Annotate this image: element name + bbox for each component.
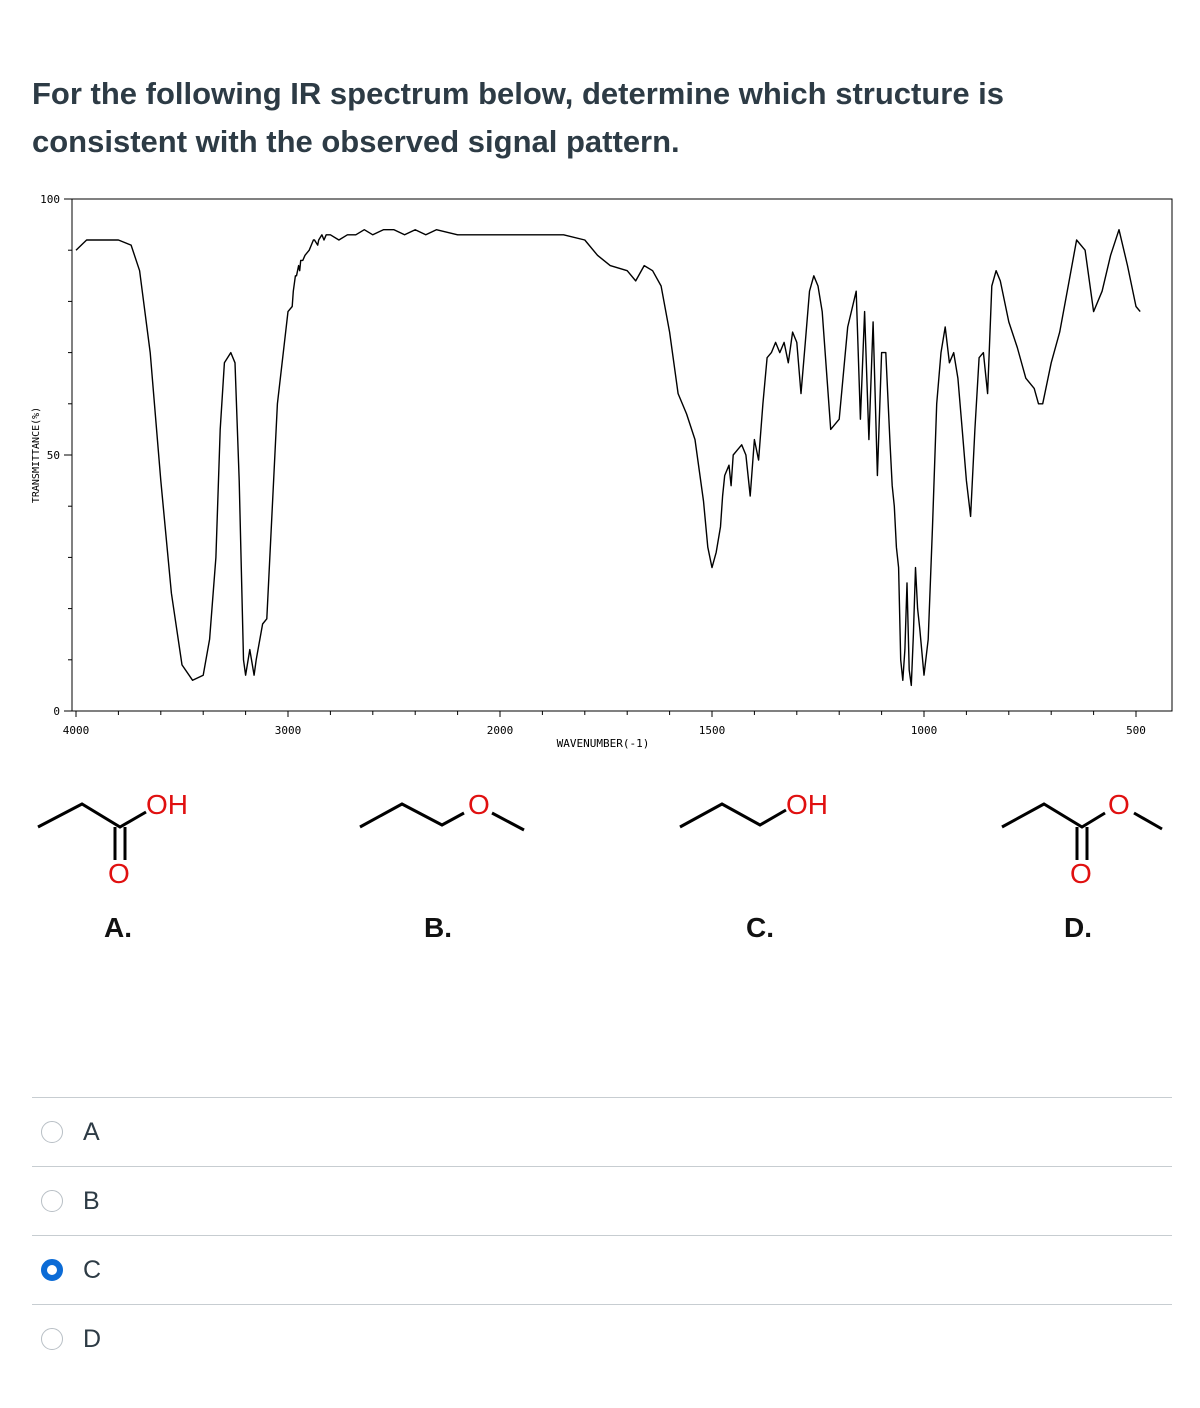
x-axis-label: WAVENUMBER(-1) xyxy=(556,737,650,750)
answer-b-label: B xyxy=(83,1186,100,1215)
answer-a-label: A xyxy=(83,1117,100,1146)
structure-c-bonds xyxy=(680,804,786,827)
y-tick-label-0: 0 xyxy=(53,705,60,718)
structure-b-label: B. xyxy=(424,912,452,943)
x-tick-label-1500: 1500 xyxy=(698,724,726,737)
answer-option-d[interactable] xyxy=(32,1304,1172,1373)
x-tick-label-500: 500 xyxy=(1126,724,1146,737)
y-axis-label: TRANSMITTANCE(%) xyxy=(31,406,42,504)
structure-d-label: D. xyxy=(1064,912,1092,943)
radio-c[interactable] xyxy=(41,1259,63,1281)
structure-a xyxy=(30,780,210,890)
structure-d-ester-oxygen: O xyxy=(1108,789,1130,820)
answer-d-label: D xyxy=(83,1324,102,1353)
structure-b-bonds-left xyxy=(360,804,464,827)
x-tick-label-2000: 2000 xyxy=(486,724,514,737)
answer-option-a[interactable] xyxy=(32,1097,1172,1166)
structure-a-label: A. xyxy=(104,912,132,943)
x-tick-label-1000: 1000 xyxy=(910,724,938,737)
y-ticks xyxy=(40,193,72,718)
structure-c xyxy=(670,780,850,850)
x-tick-label-3000: 3000 xyxy=(274,724,302,737)
structure-a-carbonyl-oxygen: O xyxy=(108,858,130,889)
structure-d xyxy=(992,780,1172,890)
spectrum-line xyxy=(76,230,1140,686)
plot-frame xyxy=(72,199,1172,711)
structure-c-hydroxyl: OH xyxy=(786,789,828,820)
radio-b[interactable] xyxy=(41,1190,63,1212)
structure-d-bond-right xyxy=(1134,813,1162,829)
structure-a-bonds xyxy=(38,804,146,827)
structure-d-bonds-left xyxy=(1002,804,1105,827)
answer-c-label: C xyxy=(83,1255,102,1284)
question-text: For the following IR spectrum below, determine which structure is consistent with the observed signal pattern. xyxy=(32,76,1005,159)
structure-b-bond-right xyxy=(492,813,524,830)
structure-c-label: C. xyxy=(746,912,774,943)
ir-spectrum-chart xyxy=(0,188,1200,753)
x-tick-label-4000: 4000 xyxy=(62,724,90,737)
answer-choices xyxy=(32,1097,1172,1373)
y-tick-label-100: 100 xyxy=(40,193,60,206)
y-tick-label-50: 50 xyxy=(46,449,60,462)
radio-d[interactable] xyxy=(41,1328,63,1350)
structure-b xyxy=(350,780,540,850)
answer-option-c[interactable] xyxy=(32,1235,1172,1304)
answer-option-b[interactable] xyxy=(32,1166,1172,1235)
structure-a-hydroxyl: OH xyxy=(146,789,188,820)
structure-b-ether-oxygen: O xyxy=(468,789,490,820)
x-ticks xyxy=(63,711,1146,737)
radio-a[interactable] xyxy=(41,1121,63,1143)
structure-d-carbonyl-oxygen: O xyxy=(1070,858,1092,889)
